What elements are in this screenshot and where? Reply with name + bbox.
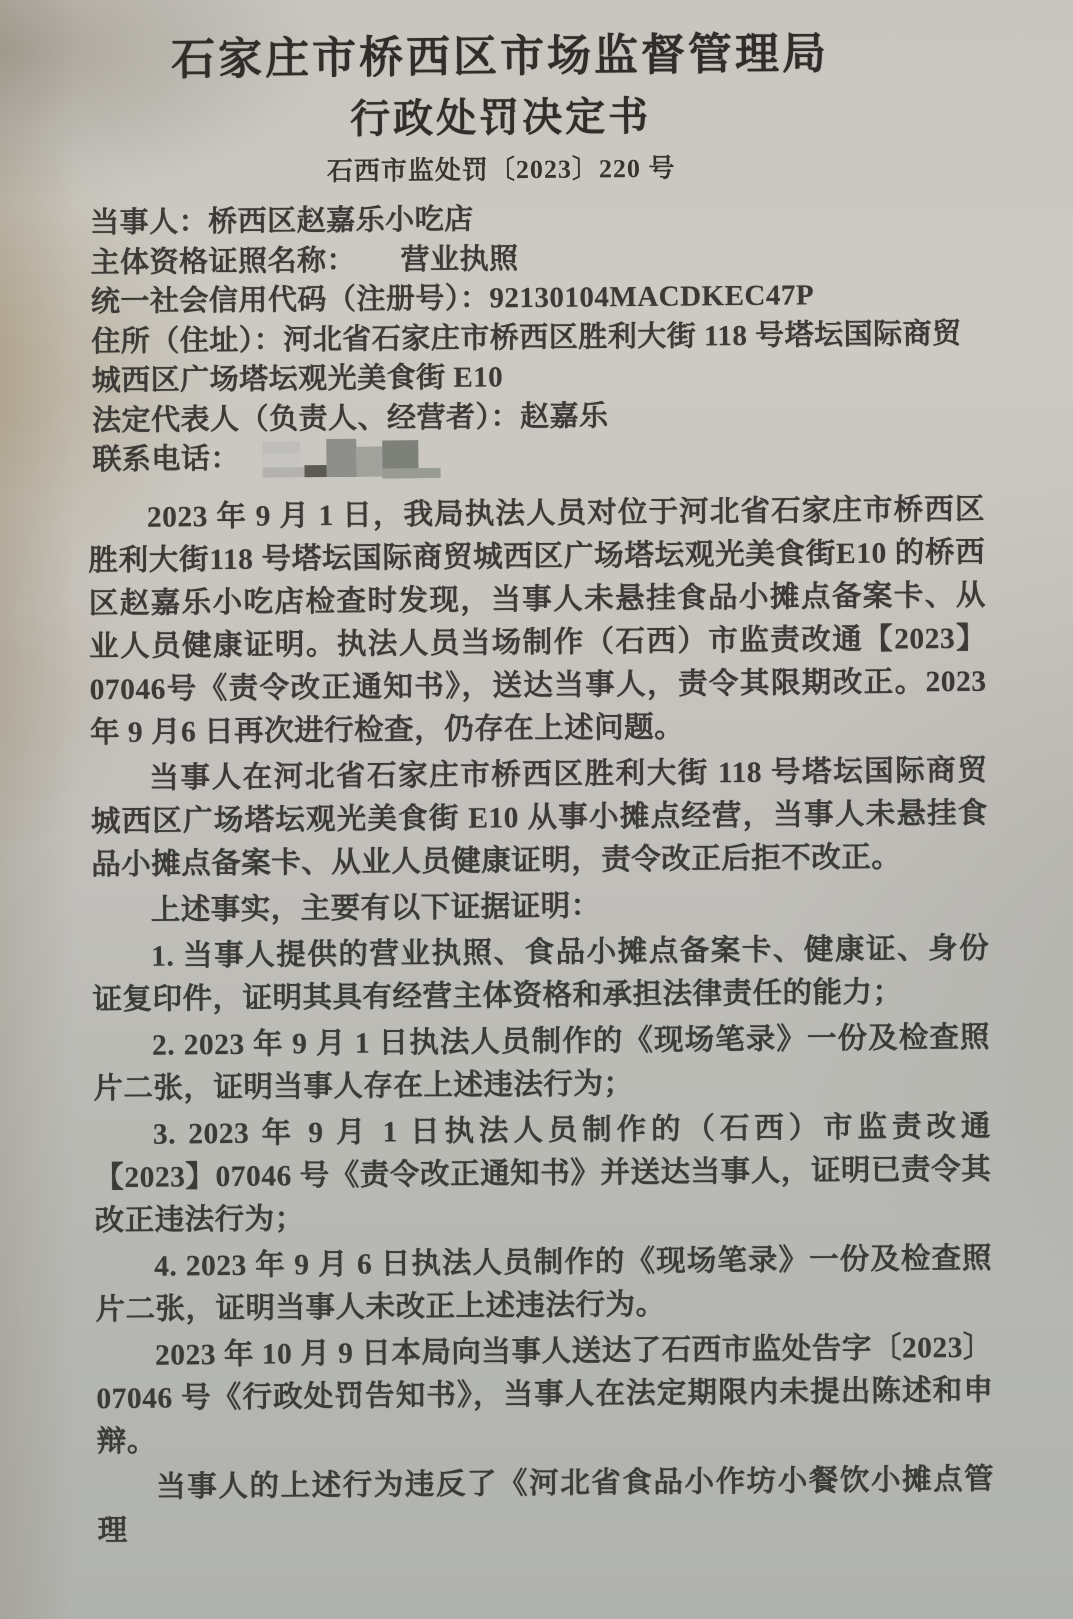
paragraph-evidence-1: 1. 当事人提供的营业执照、食品小摊点备案卡、健康证、身份证复印件，证明其具有经营主体资格和承担法律责任的能力；: [92, 932, 990, 1017]
legal-representative-line: 法定代表人（负责人、经营者）：赵嘉乐: [91, 399, 609, 437]
document-header: [0, 0, 1008, 191]
redacted-phone-mosaic: [262, 438, 440, 480]
paragraph-violation-summary: 当事人在河北省石家庄市桥西区胜利大街 118 号塔坛国际商贸城西区广场塔坛观光美食街 E10 从事小摊点经营，当事人未悬挂食品小摊点备案卡、从业人员健康证明，责令改正后拒不改正。: [90, 754, 988, 882]
paragraph-evidence-3: 3. 2023 年 9 月 1 日执法人员制作的（石西）市监责改通【2023】07046 号《责令改正通知书》并送达当事人，证明已责令其改正违法行为；: [94, 1110, 992, 1238]
phone-label: 联系电话：: [92, 443, 241, 477]
agency-title: 石家庄市桥西区市场监督管理局: [170, 29, 830, 85]
party-name-line: 当事人：桥西区赵嘉乐小吃店: [89, 203, 474, 240]
paragraph-legal-basis: 当事人的上述行为违反了《河北省食品小作坊小餐饮小摊点管理: [97, 1463, 995, 1548]
license-type-line: 主体资格证照名称： 营业执照: [90, 242, 519, 279]
document-title: 行政处罚决定书: [349, 93, 652, 142]
party-info-section: [90, 196, 991, 482]
paragraph-notification: 2023 年 10 月 9 日本局向当事人送达了石西市监处告字〔2023〕07046 号《行政处罚告知书》，当事人在法定期限内未提出陈述和申辩。: [96, 1331, 994, 1459]
paragraph-evidence-2: 2. 2023 年 9 月 1 日执法人员制作的《现场笔录》一份及检查照片二张，证明当事人存在上述违法行为；: [93, 1021, 991, 1106]
document-number: 石西市监处罚〔2023〕220 号: [326, 153, 676, 186]
redaction-block: [326, 439, 356, 477]
credit-code-line: 统一社会信用代码（注册号）：92130104MACDKEC47P: [90, 279, 815, 319]
paragraph-evidence-4: 4. 2023 年 9 月 6 日执法人员制作的《现场笔录》一份及检查照片二张，证明当事人未改正上述违法行为。: [95, 1242, 993, 1327]
phone-line: [92, 433, 990, 482]
redaction-block: [382, 468, 440, 479]
paragraph-inspection-facts: 2023 年 9 月 1 日，我局执法人员对位于河北省石家庄市桥西区胜利大街118 号塔坛国际商贸城西区广场塔坛观光美食街E10 的桥西区赵嘉乐小吃店检查时发现，当事人未悬挂食品小摊点备案卡、从业人员健康证明。执法人员当场制作（石西）市监责改通【2023】07046号《责令改正通知书》，送达当事人，责令其限期改正。2023 年 9 月6 日再次进行检查，仍存在上述问题。: [88, 493, 987, 750]
address-line: 住所（住址）：河北省石家庄市桥西区胜利大街 118 号塔坛国际商贸城西区广场塔坛观光美食街 E10: [91, 317, 962, 398]
document-body: [88, 489, 995, 1554]
paragraph-evidence-intro: 上述事实，主要有以下证据证明：: [150, 890, 601, 927]
